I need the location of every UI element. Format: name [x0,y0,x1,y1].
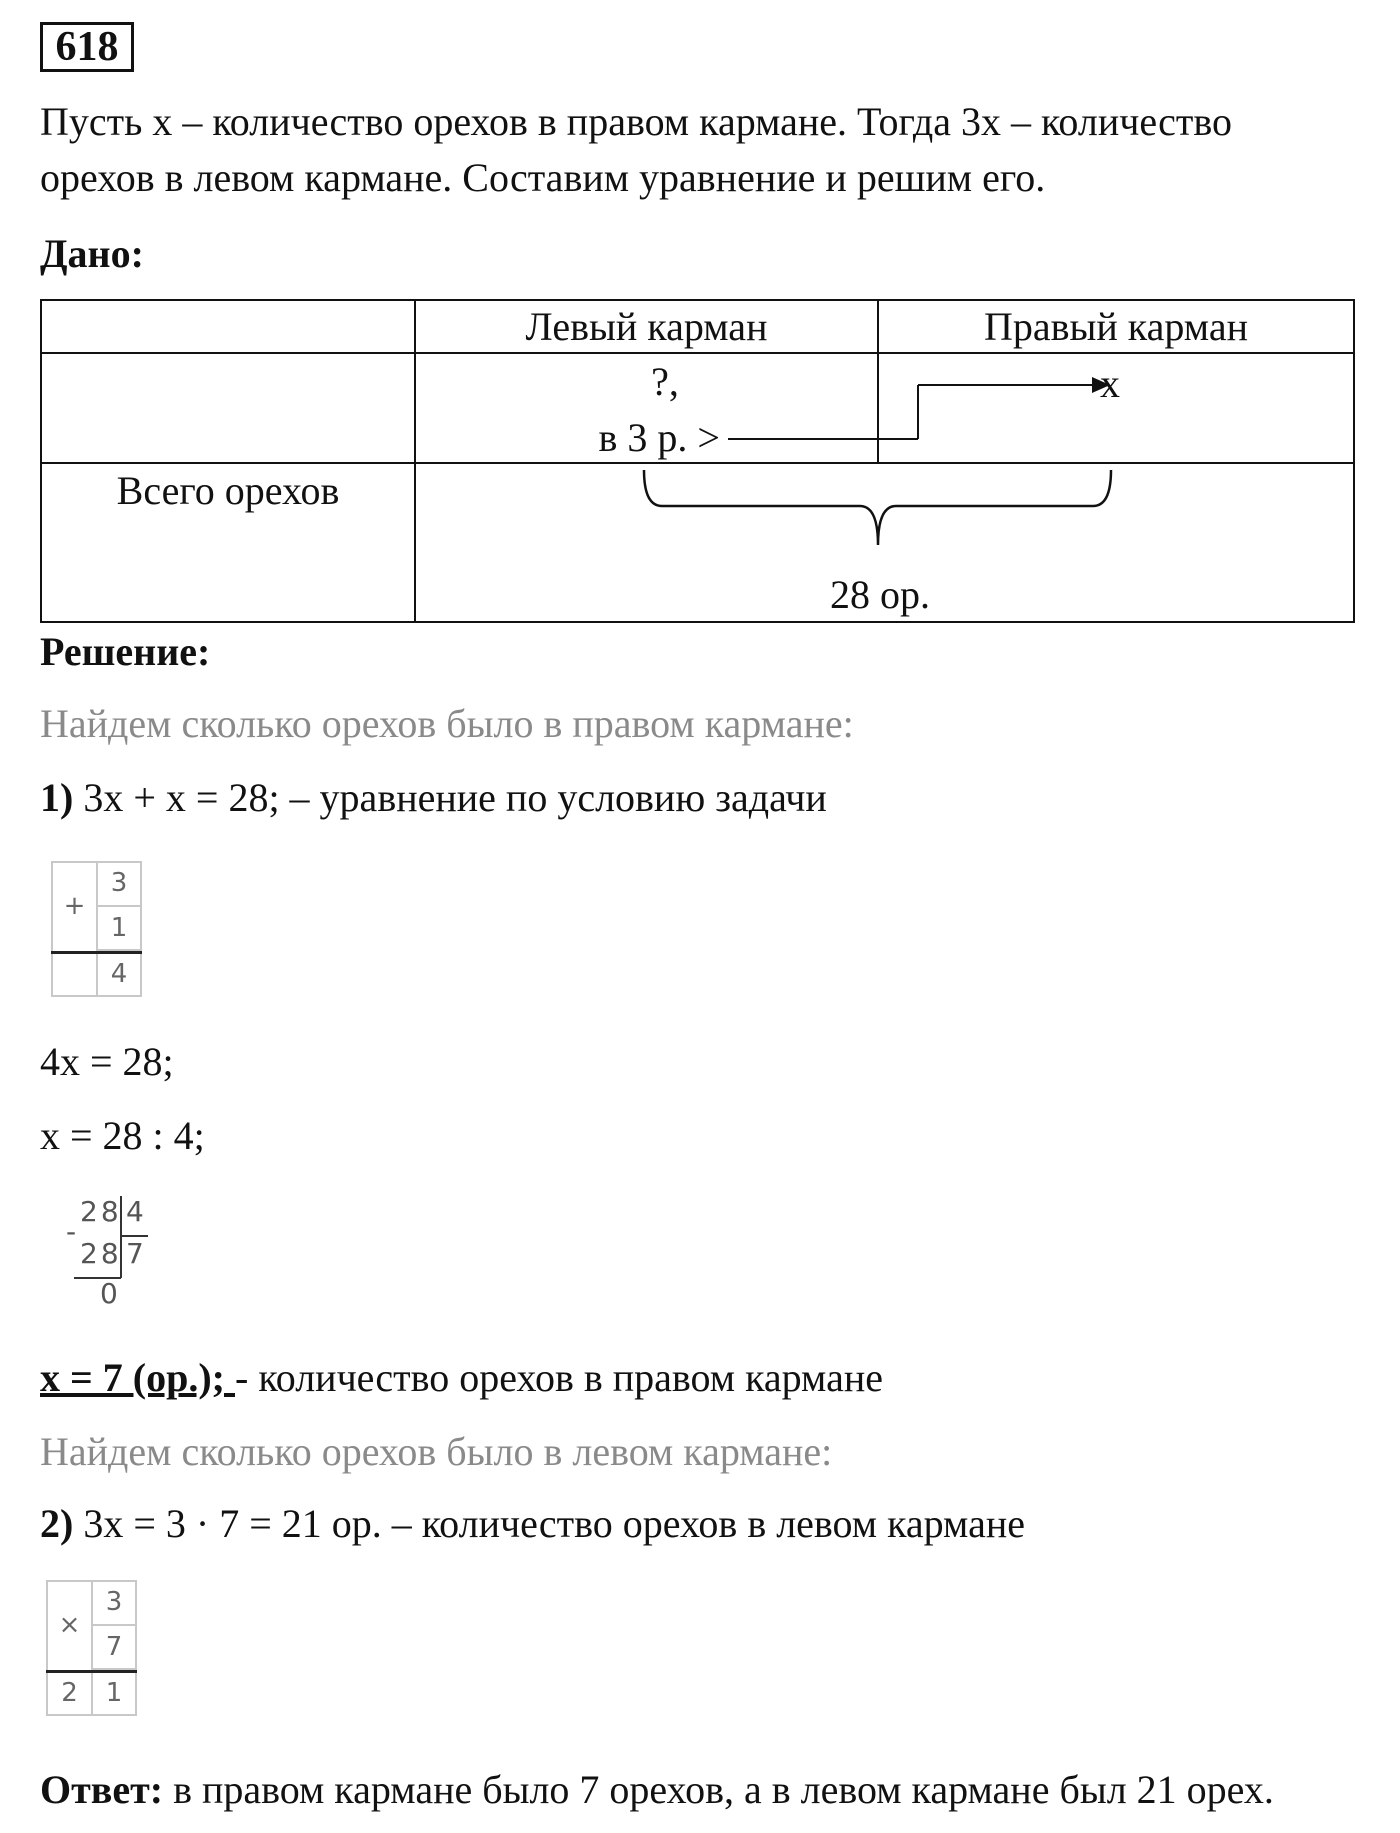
step-2-text: 3х = 3 · 7 = 21 ор. – количество орехов в левом кармане [73,1501,1026,1546]
multiplication-sign: × [58,1610,81,1640]
given-heading: Дано: [40,231,144,276]
table-header-right-pocket: Правый карман [984,304,1248,349]
intro-line-2: орехов в левом кармане. Составим уравнение и решим его. [40,155,1046,200]
solution-heading: Решение: [40,629,211,674]
right-pocket-value: х [1100,361,1120,406]
multiplication-operand-a: 3 [105,1587,123,1617]
division-quotient: 7 [126,1237,144,1270]
left-pocket-relation: в 3 р. > [598,415,720,460]
hint-right-pocket: Найдем сколько орехов было в правом кармане: [40,701,854,746]
total-brace-icon [644,470,1111,545]
division-subtrahend: 28 [80,1237,122,1270]
step-1-number: 1) [40,775,74,820]
step-1 [40,770,827,826]
result-right-pocket-text: - количество орехов в правом кармане [235,1355,884,1400]
answer-label: Ответ: [40,1767,164,1812]
result-right-pocket-value: х = 7 (ор.); [40,1355,235,1400]
multiplication-operand-b: 7 [105,1632,123,1662]
hint-left-pocket: Найдем сколько орехов было в левом кармане: [40,1429,833,1474]
multiplication-result-tens: 2 [61,1678,78,1708]
table-header-left-pocket: Левый карман [525,304,768,349]
answer-text: в правом кармане было 7 орехов, а в левом кармане был 21 орех. [163,1767,1274,1812]
addition-operand-b: 1 [110,913,128,943]
left-pocket-unknown: ?, [651,359,679,404]
total-nuts-label: Всего орехов [116,468,340,513]
addition-result: 4 [110,959,128,989]
intro-line-1: Пусть х – количество орехов в правом кармане. Тогда 3х – количество [40,99,1232,144]
problem-number: 618 [40,22,134,72]
division-remainder: 0 [100,1277,118,1310]
equation-4x: 4х = 28; [40,1039,174,1084]
step-2-number: 2) [40,1501,74,1546]
addition-sign: + [63,891,86,921]
result-right-pocket [40,1350,883,1406]
answer [40,1762,1274,1818]
multiplication-result-ones: 1 [105,1678,123,1708]
step-1-text: 3х + х = 28; – уравнение по условию задачи [73,775,827,820]
equation-x-div: х = 28 : 4; [40,1113,205,1158]
step-2 [40,1496,1025,1552]
division-divisor: 4 [126,1195,144,1228]
total-nuts-value: 28 ор. [830,572,930,617]
addition-operand-a: 3 [110,868,128,898]
division-sign: - [66,1215,77,1248]
relation-arrow [728,385,1095,439]
division-dividend: 28 [80,1195,122,1228]
